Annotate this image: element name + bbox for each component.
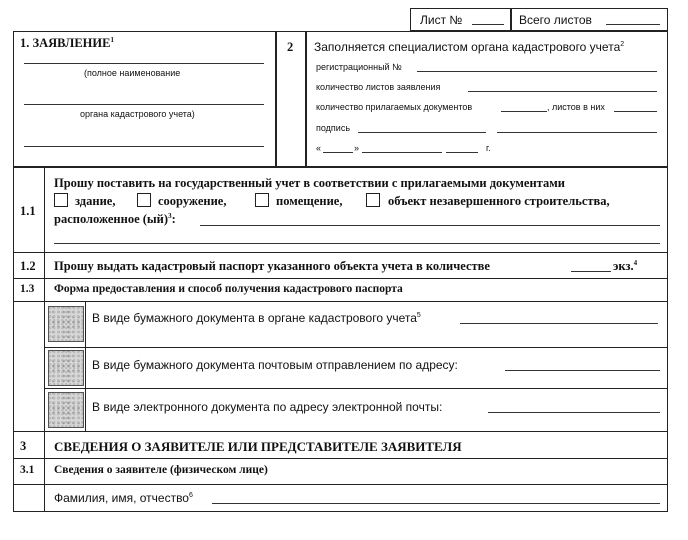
row-3-1-number: 3.1	[20, 464, 35, 476]
delivery-option-3-checkbox[interactable]	[48, 392, 84, 428]
authority-name-field-2[interactable]	[24, 104, 264, 105]
section-2-title: Заполняется специалистом органа кадастрового учета$^2$	[314, 40, 625, 54]
delivery-option-3-top-border	[44, 388, 668, 389]
docs-count-field[interactable]	[501, 111, 547, 112]
sheets-count-field[interactable]	[468, 91, 657, 92]
row-1-1-line1: Прошу поставить на государственный учет в соответствии с прилагаемыми документами	[54, 176, 565, 190]
row-1-3-top-border	[13, 278, 668, 279]
row-1-2-number: 1.2	[20, 259, 36, 273]
hint-full-name: (полное наименование	[84, 68, 181, 78]
authority-name-field-3[interactable]	[24, 146, 264, 147]
hint-authority: органа кадастрового учета)	[80, 109, 195, 119]
docs-count-label: количество прилагаемых документов	[316, 102, 473, 112]
reg-number-label: регистрационный №	[316, 62, 402, 72]
total-sheets-label: Всего листов	[519, 13, 592, 27]
checkbox-building[interactable]	[54, 193, 68, 207]
reg-number-field[interactable]	[417, 71, 657, 72]
full-name-field[interactable]	[212, 503, 660, 504]
email-address-field[interactable]	[488, 412, 660, 413]
checkbox-unfinished-object[interactable]	[366, 193, 380, 207]
option-premises-label: помещение,	[276, 194, 343, 208]
delivery-option-3-label: В виде электронного документа по адресу электронной почты:	[92, 400, 443, 414]
options-icon-divider	[85, 301, 86, 431]
delivery-option-1-label: В виде бумажного документа в органе кадастрового учета$^5$	[92, 311, 421, 325]
sheet-number-label: Лист №	[420, 13, 463, 27]
full-name-row-top-border	[13, 484, 668, 485]
postal-address-field[interactable]	[505, 370, 660, 371]
row-1-3-number: 1.3	[20, 283, 35, 295]
option-structure-label: сооружение,	[158, 194, 227, 208]
date-year-suffix: г.	[486, 143, 491, 153]
location-field-2[interactable]	[54, 243, 660, 244]
copies-count-field[interactable]	[571, 271, 611, 272]
delivery-option-2-label: В виде бумажного документа почтовым отправлением по адресу:	[92, 358, 458, 372]
row-1-1-number: 1.1	[20, 204, 36, 218]
date-month-field[interactable]	[362, 152, 442, 153]
delivery-options-top-border	[13, 301, 668, 302]
date-year-field[interactable]	[446, 152, 478, 153]
row-3-1-top-border	[13, 458, 668, 459]
checkbox-premises[interactable]	[255, 193, 269, 207]
docs-sheets-label: , листов в них	[547, 102, 605, 112]
date-open-quote: «	[316, 143, 322, 153]
row-1-2-top-border	[13, 252, 668, 253]
section-2-number: 2	[287, 40, 294, 54]
section-3-top-border	[13, 431, 668, 432]
signature-label: подпись	[316, 123, 351, 133]
delivery-option-1-checkbox[interactable]	[48, 306, 84, 342]
option-unfinished-label: объект незавершенного строительства,	[388, 194, 610, 208]
location-field-1[interactable]	[200, 225, 660, 226]
row-1-2-suffix: экз.$^4$	[613, 258, 638, 273]
full-name-label: Фамилия, имя, отчество$^6$	[54, 491, 193, 505]
authority-name-field-1[interactable]	[24, 63, 264, 64]
sheet-number-field[interactable]	[472, 24, 504, 25]
date-close-quote: »	[354, 143, 360, 153]
date-day-field[interactable]	[323, 152, 353, 153]
section-3-title: СВЕДЕНИЯ О ЗАЯВИТЕЛЕ ИЛИ ПРЕДСТАВИТЕЛЕ ЗАЯВИТЕЛЯ	[54, 439, 462, 454]
delivery-option-2-checkbox[interactable]	[48, 350, 84, 386]
number-column-divider	[44, 167, 45, 512]
delivery-option-1-field[interactable]	[460, 323, 658, 324]
total-sheets-field[interactable]	[606, 24, 660, 25]
delivery-option-2-top-border	[44, 347, 668, 348]
docs-sheets-field[interactable]	[614, 111, 657, 112]
signature-field[interactable]	[358, 132, 486, 133]
section-1-title: 1. ЗАЯВЛЕНИЕ$^1$	[20, 35, 114, 50]
row-1-3-text: Форма предоставления и способ получения кадастрового паспорта	[54, 283, 403, 295]
located-label: расположенное (ый)$^3$:	[54, 211, 176, 226]
sheets-count-label: количество листов заявления	[316, 82, 441, 92]
section-3-number: 3	[20, 439, 27, 453]
checkbox-structure[interactable]	[137, 193, 151, 207]
row-3-1-text: Сведения о заявителе (физическом лице)	[54, 464, 268, 476]
signature-name-field[interactable]	[497, 132, 657, 133]
option-building-label: здание,	[75, 194, 116, 208]
row-1-2-text: Прошу выдать кадастровый паспорт указанного объекта учета в количестве	[54, 259, 490, 273]
